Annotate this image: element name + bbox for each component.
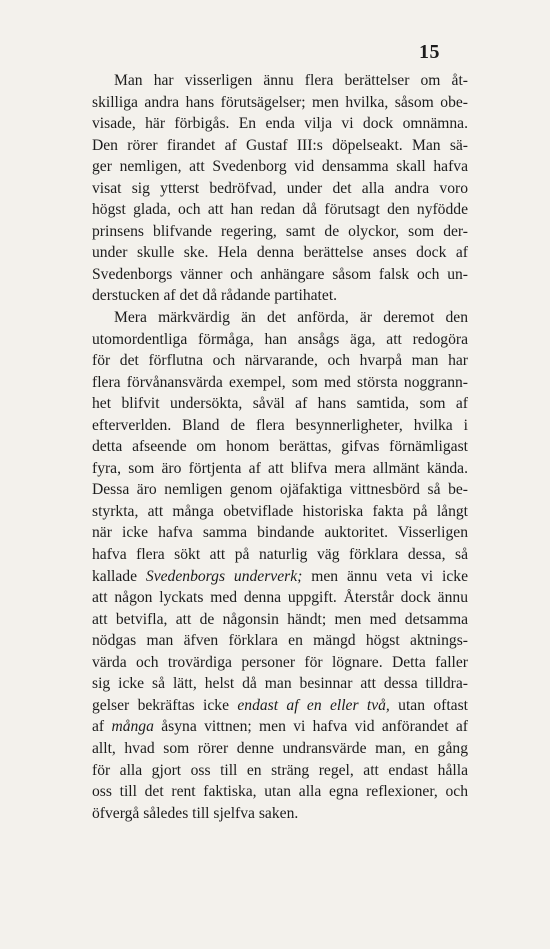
text-line: skilliga andra hans förutsägelser; men hvilka, såsom obe- xyxy=(92,93,468,111)
text-line: detta afseende om honom berättas, gifvas förnämligast xyxy=(92,438,468,456)
text-line: flera förvånansvärda exempel, som med största noggrann- xyxy=(92,373,468,391)
italic-phrase: Svedenborgs underverk; xyxy=(145,567,303,585)
text-line: Man har visserligen ännu flera berättelser om åt- xyxy=(114,72,468,89)
text-line: ger nemligen, att Svedenborg vid densamma skall hafva xyxy=(92,158,468,176)
page-number: 15 xyxy=(419,41,440,63)
text-segment: utan oftast xyxy=(389,696,468,714)
italic-phrase: endast af en eller två, xyxy=(237,696,390,714)
text-line: derstucken af det då rådande partihatet. xyxy=(92,287,338,305)
text-line: nödgas man äfven förklara en mängd högst aktnings- xyxy=(92,632,468,650)
text-line: värda och trovärdiga personer för lögnare. Detta faller xyxy=(92,653,468,671)
text-segment: kallade xyxy=(92,567,146,585)
text-line: efterverlden. Bland de flera besynnerligheter, hvilka i xyxy=(92,416,468,434)
text-line: sig icke så lätt, helst då man besinnar att dessa tilldra- xyxy=(92,675,468,693)
text-line: oss till det rent faktiska, utan alla egna reflexioner, och xyxy=(92,783,468,801)
text-line: allt, hvad som rörer denne undransvärde man, en gång xyxy=(92,739,468,757)
text-line: visade, här förbigås. En enda vilja vi dock omnämna. xyxy=(92,115,468,133)
text-line: att betvifla, att de någonsin händt; men med detsamma xyxy=(92,610,468,628)
text-line: när icke hafva samma bindande auktoritet. Visserligen xyxy=(92,524,468,542)
text-segment: gelser bekräftas icke xyxy=(92,696,238,714)
text-line: under skulle ske. Hela denna berättelse anses dock af xyxy=(92,244,468,262)
text-line: hafva flera sökt att på naturlig väg förklara dessa, så xyxy=(92,546,468,564)
text-line: högst glada, och att han redan då förutsagt den nyfödde xyxy=(92,201,468,219)
text-line: styrkta, att många obetviflade historiska fakta på långt xyxy=(92,502,468,520)
body-text xyxy=(92,70,468,824)
italic-phrase: många xyxy=(111,718,154,736)
text-line: Mera märkvärdig än det anförda, är deremot den xyxy=(114,309,468,327)
text-line: visat sig ytterst bedröfvad, under det alla andra voro xyxy=(92,179,468,197)
text-line xyxy=(92,566,468,588)
text-line: Den rörer firandet af Gustaf III:s döpelseakt. Man sä- xyxy=(92,136,468,154)
text-segment: åsyna vittnen; men vi hafva vid anförandet af xyxy=(153,718,468,736)
text-line: prinsens blifvande regering, samt de olyckor, som der- xyxy=(92,222,468,240)
text-line: het blifvit undersökta, såväl af hans samtida, som af xyxy=(92,395,468,413)
text-line: Svedenborgs vänner och anhängare såsom falsk och un- xyxy=(92,265,468,283)
text-line: utomordentliga förmåga, han ansågs äga, att redogöra xyxy=(92,330,468,348)
text-line: att någon lyckats med denna uppgift. Återstår dock ännu xyxy=(92,589,468,607)
text-line: för alla gjort oss till en sträng regel, att endast hålla xyxy=(92,761,468,779)
text-segment: af xyxy=(92,718,112,736)
text-line xyxy=(92,716,468,738)
text-segment: men ännu veta vi icke xyxy=(302,567,468,585)
text-line xyxy=(92,695,468,717)
text-line: för det förflutna och närvarande, och hvarpå man har xyxy=(92,352,468,370)
text-line: öfvergå således till sjelfva saken. xyxy=(92,804,299,822)
text-line: Dessa äro nemligen genom ojäfaktiga vittnesbörd så be- xyxy=(92,481,468,499)
text-line: fyra, som äro förtjenta af att blifva mera allmänt kända. xyxy=(92,459,468,477)
